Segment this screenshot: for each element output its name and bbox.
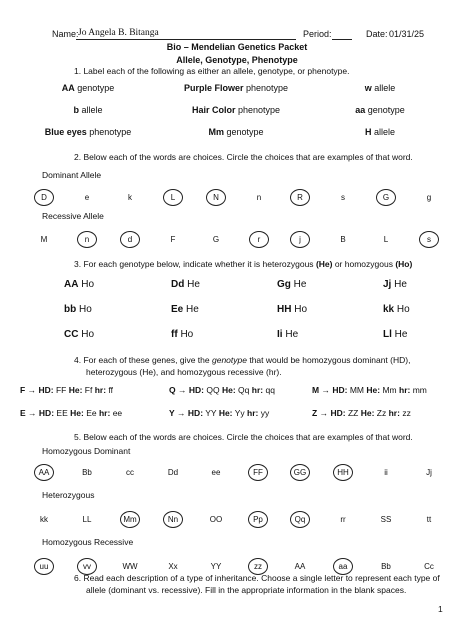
q4-he-answer[interactable]: Ff: [84, 385, 93, 395]
q3-genotype: Jj: [383, 279, 392, 290]
choice-option[interactable]: zz: [254, 562, 262, 571]
choice-option[interactable]: F: [170, 235, 176, 244]
choice-option[interactable]: Mm: [123, 515, 137, 524]
q4-hd-label: HD:: [38, 408, 55, 418]
q3-genotype: Gg: [277, 279, 291, 290]
q4-arrow: →: [28, 408, 37, 418]
q4-hd-label: HD:: [332, 385, 348, 395]
q1-item: [8, 105, 168, 115]
q4-he-answer[interactable]: Mm: [382, 385, 397, 395]
q3-item: [383, 279, 407, 290]
date-label: Date:: [366, 29, 388, 39]
q4-arrow: →: [321, 385, 330, 395]
q1-term: w: [364, 83, 372, 93]
choice-option[interactable]: tt: [426, 515, 432, 524]
q1-term: Mm: [208, 127, 224, 137]
q3-answer[interactable]: Ho: [180, 329, 194, 340]
q4-hd-answer[interactable]: MM: [349, 385, 364, 395]
q3-genotype: Ii: [277, 329, 283, 340]
q4-arrow: →: [27, 385, 37, 395]
choice-option[interactable]: k: [128, 193, 132, 202]
q1-item: [300, 83, 460, 93]
choice-option[interactable]: L: [170, 193, 176, 202]
q4-hd-answer[interactable]: ZZ: [347, 408, 359, 418]
q3-genotype: bb: [64, 304, 77, 315]
q4-hd-label: HD:: [38, 385, 54, 395]
q4-he-answer[interactable]: Qq: [238, 385, 250, 395]
q4-hr-answer[interactable]: yy: [260, 408, 270, 418]
choice-option[interactable]: B: [340, 235, 346, 244]
choice-option[interactable]: uu: [39, 562, 49, 571]
q4-item: [20, 408, 122, 418]
choice-option[interactable]: n: [84, 235, 90, 244]
title-line2: Allele, Genotype, Phenotype: [176, 55, 298, 65]
q3-instruction-a: 3. For each genotype below, indicate whether it is heterozygous: [74, 259, 316, 269]
q4-gene: E: [20, 408, 26, 418]
q1-term: Blue eyes: [44, 127, 87, 137]
q3-genotype: HH: [277, 304, 292, 315]
q3-ho-abbrev: (Ho): [395, 259, 413, 269]
q1-answer[interactable]: allele: [374, 83, 396, 93]
recessive-allele-label: Recessive Allele: [42, 211, 104, 221]
q4-hd-label: HD:: [330, 408, 346, 418]
q4-instruction-line2: heterozygous (He), and homozygous recessive (hr).: [86, 367, 282, 377]
q1-answer[interactable]: phenotype: [237, 105, 281, 115]
choice-option[interactable]: Dd: [167, 468, 179, 477]
student-name[interactable]: Jo Angela B. Bitanga: [78, 28, 159, 38]
q3-item: [64, 279, 94, 290]
q3-genotype: kk: [383, 304, 395, 315]
choice-option[interactable]: vv: [83, 562, 91, 571]
q4-hr-label: hr:: [94, 385, 107, 395]
page-number: 1: [438, 604, 443, 614]
q3-instruction: [74, 259, 412, 269]
q4-hd-answer[interactable]: FF: [55, 385, 67, 395]
choice-option[interactable]: Qq: [294, 515, 306, 524]
q4-instruction-a: 4. For each of these genes, give the: [74, 355, 212, 365]
q3-answer[interactable]: Ho: [396, 304, 410, 315]
q4-hd-label: HD:: [188, 385, 204, 395]
choice-option[interactable]: s: [341, 193, 345, 202]
q4-hr-label: hr:: [247, 408, 259, 418]
choice-option[interactable]: Pp: [253, 515, 263, 524]
q3-genotype: Ee: [171, 304, 184, 315]
q4-he-answer[interactable]: Yy: [234, 408, 245, 418]
choice-option[interactable]: G: [382, 193, 390, 202]
choice-option[interactable]: s: [427, 235, 431, 244]
q1-term: AA: [61, 83, 75, 93]
choice-option[interactable]: n: [256, 193, 262, 202]
q3-instruction-b: or homozygous: [332, 259, 396, 269]
choice-option[interactable]: j: [299, 235, 301, 244]
choice-option[interactable]: cc: [126, 468, 134, 477]
q4-hd-answer[interactable]: YY: [205, 408, 217, 418]
choice-option[interactable]: GG: [293, 468, 307, 477]
q3-answer[interactable]: Ho: [79, 304, 92, 315]
homozygous-recessive-label: Homozygous Recessive: [42, 537, 134, 547]
q3-genotype: CC: [64, 329, 79, 340]
q1-answer[interactable]: allele: [374, 127, 396, 137]
choice-option[interactable]: R: [297, 193, 303, 202]
q1-answer[interactable]: genotype: [77, 83, 115, 93]
choice-option[interactable]: e: [84, 193, 90, 202]
q3-item: [383, 304, 410, 315]
choice-option[interactable]: ee: [211, 468, 221, 477]
q1-item: [156, 105, 316, 115]
q4-item: [20, 385, 113, 395]
choice-option[interactable]: YY: [210, 562, 222, 571]
q1-term: H: [364, 127, 372, 137]
heterozygous-label: Heterozygous: [42, 490, 95, 500]
choice-option[interactable]: N: [213, 193, 219, 202]
q4-he-label: He:: [221, 385, 236, 395]
choice-option[interactable]: Jj: [426, 468, 432, 477]
choice-option[interactable]: OO: [209, 515, 223, 524]
choice-option[interactable]: FF: [253, 468, 263, 477]
q3-answer[interactable]: Ho: [294, 304, 308, 315]
q3-item: [64, 329, 94, 340]
choice-option[interactable]: r: [257, 235, 261, 244]
q3-item: [171, 279, 200, 290]
q6-instruction-line1: 6. Read each description of a type of inheritance. Choose a single letter to represent each type of: [74, 573, 440, 583]
q1-term: Purple Flower: [183, 83, 244, 93]
q1-term: aa: [355, 105, 366, 115]
choice-option[interactable]: HH: [337, 468, 349, 477]
q1-answer[interactable]: genotype: [367, 105, 405, 115]
q4-hr-label: hr:: [98, 408, 111, 418]
title-line1: Bio – Mendelian Genetics Packet: [166, 42, 308, 52]
q4-gene: Z: [312, 408, 318, 418]
q4-gene: Q: [169, 385, 176, 395]
choice-option[interactable]: g: [426, 193, 432, 202]
q4-he-answer[interactable]: Ee: [86, 408, 97, 418]
q4-gene: M: [312, 385, 320, 395]
choice-option[interactable]: WW: [122, 562, 138, 571]
q4-he-label: He:: [218, 408, 233, 418]
q4-hr-answer[interactable]: mm: [412, 385, 427, 395]
q3-answer[interactable]: He: [394, 329, 408, 340]
q3-item: [171, 329, 193, 340]
choice-option[interactable]: d: [127, 235, 133, 244]
q4-gene: Y: [169, 408, 175, 418]
q1-item: [300, 105, 460, 115]
q1-instruction: 1. Label each of the following as either an allele, genotype, or phenotype.: [74, 66, 350, 76]
choice-option[interactable]: M: [40, 235, 48, 244]
name-underline: [76, 39, 296, 40]
q4-arrow: →: [177, 408, 186, 418]
choice-option[interactable]: Cc: [424, 562, 434, 571]
q4-item: [169, 385, 275, 395]
q4-hd-answer[interactable]: QQ: [206, 385, 220, 395]
choice-option[interactable]: AA: [294, 562, 306, 571]
q1-answer[interactable]: genotype: [226, 127, 264, 137]
choice-option[interactable]: ii: [384, 468, 388, 477]
q4-he-label: He:: [360, 408, 375, 418]
q4-hr-answer[interactable]: ee: [112, 408, 123, 418]
q4-hr-label: hr:: [251, 385, 264, 395]
q3-item: [64, 304, 92, 315]
q3-item: [171, 304, 199, 315]
dominant-allele-label: Dominant Allele: [42, 170, 102, 180]
q3-he-abbrev: (He): [315, 259, 333, 269]
q1-answer[interactable]: phenotype: [89, 127, 132, 137]
q3-genotype: Ll: [383, 329, 392, 340]
q1-answer[interactable]: allele: [81, 105, 103, 115]
q4-hr-answer[interactable]: zz: [402, 408, 411, 418]
q3-item: [277, 304, 307, 315]
q3-item: [277, 279, 306, 290]
q4-he-answer[interactable]: Zz: [376, 408, 387, 418]
q4-arrow: →: [178, 385, 187, 395]
q1-term: Hair Color: [191, 105, 236, 115]
q1-item: [8, 127, 168, 137]
choice-option[interactable]: Xx: [168, 562, 178, 571]
q1-item: [156, 83, 316, 93]
q4-arrow: →: [319, 408, 329, 418]
homozygous-dominant-label: Homozygous Dominant: [42, 446, 131, 456]
q4-hd-label: HD:: [187, 408, 204, 418]
choice-option[interactable]: Bb: [381, 562, 391, 571]
q4-instruction-b: that would be homozygous dominant (HD),: [246, 355, 411, 365]
q3-answer[interactable]: He: [187, 279, 200, 290]
q3-answer[interactable]: He: [293, 279, 307, 290]
choice-option[interactable]: D: [41, 193, 47, 202]
q2-instruction: 2. Below each of the words are choices. Circle the choices that are examples of that word.: [74, 152, 413, 162]
period-label: Period:: [303, 29, 332, 39]
q4-hr-answer[interactable]: qq: [265, 385, 275, 395]
q4-he-label: He:: [68, 385, 83, 395]
q3-item: [277, 329, 298, 340]
choice-option[interactable]: Bb: [82, 468, 92, 477]
q4-hr-label: hr:: [388, 408, 400, 418]
q3-genotype: ff: [171, 329, 178, 340]
q1-term: b: [73, 105, 79, 115]
q3-answer[interactable]: He: [186, 304, 199, 315]
q4-instruction-line1: [74, 355, 410, 365]
period-blank[interactable]: [332, 39, 352, 40]
q1-answer[interactable]: phenotype: [245, 83, 289, 93]
q3-answer[interactable]: He: [394, 279, 407, 290]
choice-option[interactable]: AA: [38, 468, 50, 477]
q4-item: [312, 385, 427, 395]
choice-option[interactable]: Nn: [167, 515, 179, 524]
q6-instruction-line2: allele (dominant vs. recessive). Fill in the appropriate information in the blank spaces.: [86, 585, 407, 595]
choice-option[interactable]: SS: [380, 515, 392, 524]
name-label: Name:: [52, 29, 79, 39]
choice-option[interactable]: L: [383, 235, 389, 244]
q5-instruction: 5. Below each of the words are choices. Circle the choices that are examples of that word.: [74, 432, 413, 442]
q1-item: [8, 83, 168, 93]
q4-he-label: He:: [366, 385, 381, 395]
q1-item: [156, 127, 316, 137]
q4-item: [312, 408, 411, 418]
q4-item: [169, 408, 269, 418]
choice-option[interactable]: G: [212, 235, 220, 244]
choice-option[interactable]: kk: [40, 515, 48, 524]
q4-hd-answer[interactable]: EE: [56, 408, 68, 418]
choice-option[interactable]: rr: [340, 515, 346, 524]
q4-he-label: He:: [70, 408, 84, 418]
q1-item: [300, 127, 460, 137]
date-value: 01/31/25: [389, 29, 425, 39]
q3-genotype: Dd: [171, 279, 185, 290]
q3-genotype: AA: [64, 279, 79, 290]
q3-answer[interactable]: He: [285, 329, 299, 340]
q4-gene: F: [20, 385, 26, 395]
q4-instruction-italic: genotype: [211, 355, 247, 365]
choice-option[interactable]: aa: [338, 562, 348, 571]
q3-answer[interactable]: Ho: [81, 329, 95, 340]
q3-answer[interactable]: Ho: [81, 279, 95, 290]
q3-item: [383, 329, 407, 340]
choice-option[interactable]: LL: [82, 515, 92, 524]
q4-hr-label: hr:: [399, 385, 411, 395]
q4-hr-answer[interactable]: ff: [108, 385, 114, 395]
